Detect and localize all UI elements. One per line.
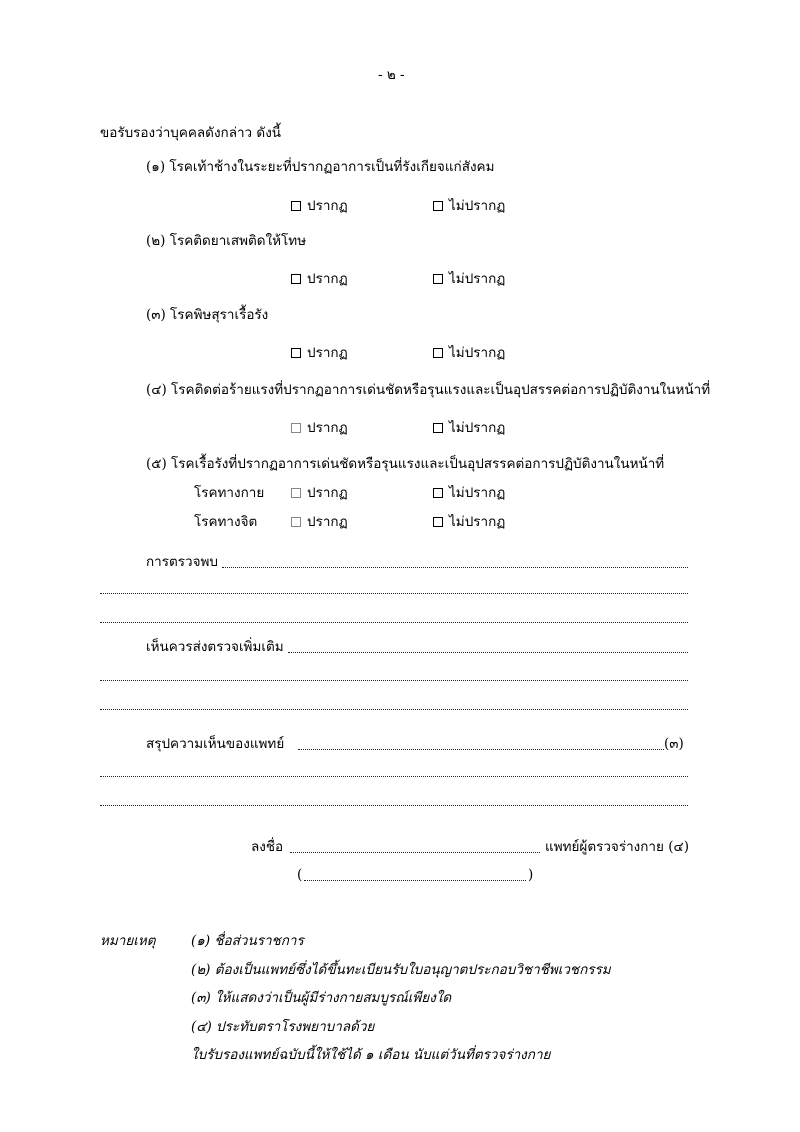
disease-2-present-option[interactable] [291,269,348,289]
present-label: ปรากฏ [307,271,348,287]
checkbox-icon[interactable] [433,517,443,527]
conclusion-label: สรุปความเห็นของแพทย์ [146,736,285,752]
checkbox-icon[interactable] [291,517,301,527]
checkbox-icon[interactable] [291,348,301,358]
present-label: ปรากฏ [307,198,348,214]
disease-1-options [0,196,800,216]
disease-3-label: (๓) โรคพิษสุราเรื้อรัง [146,307,269,323]
disease-5-mental-absent-option[interactable] [433,512,505,532]
disease-5-physical-options [0,483,800,503]
printed-name-line[interactable] [304,879,526,881]
disease-2-options [0,269,800,289]
disease-3-options [0,343,800,363]
disease-2-absent-option[interactable] [433,269,505,289]
disease-5-physical-absent-option[interactable] [433,483,505,503]
physical-disease-label: โรคทางกาย [194,485,265,501]
present-label: ปรากฏ [307,345,348,361]
findings-label: การตรวจพบ [146,554,218,570]
checkbox-icon[interactable] [433,274,443,284]
disease-4-absent-option[interactable] [433,418,505,438]
conclusion-line-2[interactable] [100,775,688,777]
checkbox-icon[interactable] [433,423,443,433]
disease-5-physical-present-option[interactable] [291,483,348,503]
further-exam-line-2[interactable] [100,679,688,681]
disease-4-options [0,418,800,438]
disease-5-label: (๕) โรคเรื้อรังที่ปรากฏอาการเด่นชัดหรือรุนแรงและเป็นอุปสรรคต่อการปฏิบัติงานในหน้าที่ [146,456,665,472]
checkbox-icon[interactable] [433,488,443,498]
disease-1-present-option[interactable] [291,196,348,216]
conclusion-line-1[interactable] [298,748,664,750]
absent-label: ไม่ปรากฏ [449,345,506,361]
absent-label: ไม่ปรากฏ [449,198,506,214]
mental-disease-label: โรคทางจิต [194,514,258,530]
disease-5-mental-present-option[interactable] [291,512,348,532]
present-label: ปรากฏ [307,485,348,501]
disease-1-absent-option[interactable] [433,196,505,216]
present-label: ปรากฏ [307,420,348,436]
checkbox-icon[interactable] [291,274,301,284]
intro-text: ขอรับรองว่าบุคคลดังกล่าว ดังนี้ [100,125,282,141]
doctor-label: แพทย์ผู้ตรวจร่างกาย (๔) [545,839,689,855]
page-number: - ๒ - [378,67,405,83]
notes-label: หมายเหตุ [100,933,156,949]
further-exam-line-3[interactable] [100,708,688,710]
sign-label: ลงชื่อ [251,839,284,855]
absent-label: ไม่ปรากฏ [449,420,506,436]
checkbox-icon[interactable] [291,423,301,433]
disease-2-label: (๒) โรคติดยาเสพติดให้โทษ [146,233,307,249]
checkbox-icon[interactable] [291,201,301,211]
name-open-paren: ( [297,867,303,883]
disease-3-absent-option[interactable] [433,343,505,363]
note-item-2: (๒) ต้องเป็นแพทย์ซึ่งได้ขึ้นทะเบียนรับใบอนุญาตประกอบวิชาชีพเวชกรรม [191,962,611,978]
note-item-1: (๑) ชื่อส่วนราชการ [191,933,304,949]
disease-1-label: (๑) โรคเท้าช้างในระยะที่ปรากฏอาการเป็นที่รังเกียจแก่สังคม [146,159,495,175]
signature-line[interactable] [290,851,540,853]
absent-label: ไม่ปรากฏ [449,485,506,501]
disease-4-label: (๔) โรคติดต่อร้ายแรงที่ปรากฏอาการเด่นชัดหรือรุนแรงและเป็นอุปสรรคต่อการปฏิบัติงานในหน้าที่ [146,382,711,398]
further-exam-label: เห็นควรส่งตรวจเพิ่มเติม [146,639,284,655]
name-close-paren: ) [528,867,534,883]
disease-3-present-option[interactable] [291,343,348,363]
note-item-5: ใบรับรองแพทย์ฉบับนี้ให้ใช้ได้ ๑ เดือน นับแต่วันที่ตรวจร่างกาย [191,1047,551,1063]
note-item-4: (๔) ประทับตราโรงพยาบาลด้วย [191,1019,375,1035]
checkbox-icon[interactable] [291,488,301,498]
absent-label: ไม่ปรากฏ [449,514,506,530]
findings-line-2[interactable] [100,592,688,594]
conclusion-ref: (๓) [664,736,684,752]
note-item-3: (๓) ให้แสดงว่าเป็นผู้มีร่างกายสมบูรณ์เพียงใด [191,990,452,1006]
conclusion-line-3[interactable] [100,804,688,806]
disease-5-mental-options [0,512,800,532]
findings-line-3[interactable] [100,621,688,623]
findings-line-1[interactable] [222,566,688,568]
present-label: ปรากฏ [307,514,348,530]
absent-label: ไม่ปรากฏ [449,271,506,287]
disease-4-present-option[interactable] [291,418,348,438]
checkbox-icon[interactable] [433,201,443,211]
further-exam-line-1[interactable] [288,651,688,653]
checkbox-icon[interactable] [433,348,443,358]
